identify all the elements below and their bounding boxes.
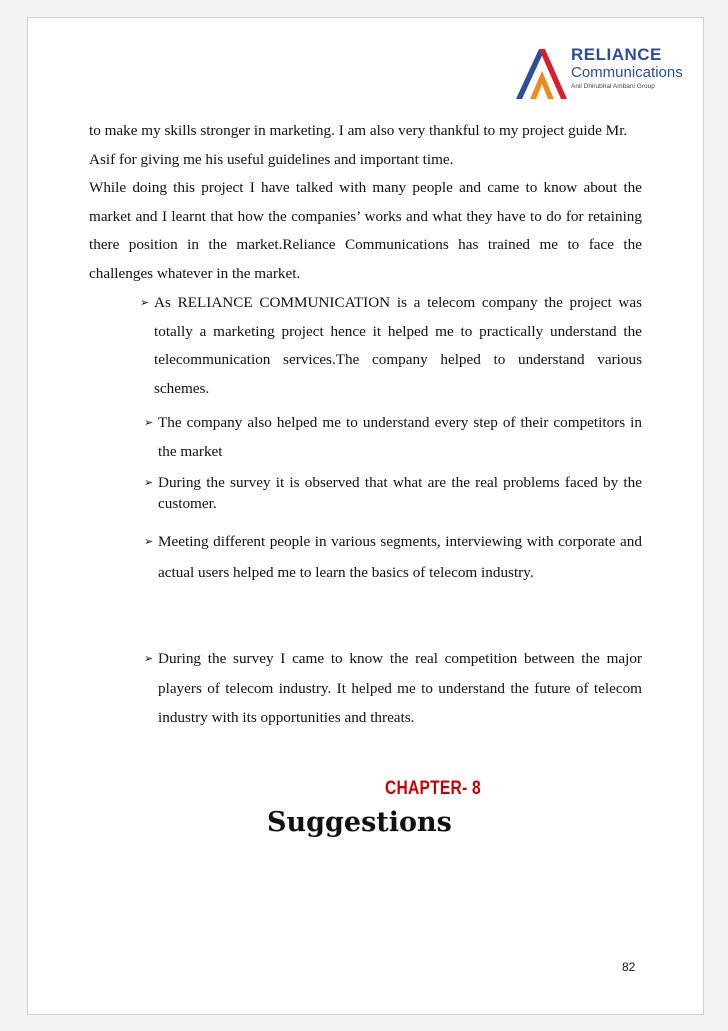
arrow-bullet-icon: ➢: [144, 476, 154, 489]
bullet-item: [140, 289, 642, 403]
section-heading: Suggestions: [267, 807, 452, 838]
bullet-item: [144, 526, 642, 588]
bullet-text: Meeting different people in various segments, interviewing with corporate and actual users helped me to learn the basics of telecom industry.: [158, 533, 642, 581]
logo-brand-text: RELIANCE: [571, 45, 662, 64]
arrow-bullet-icon: ➢: [144, 416, 154, 429]
bullet-item: [144, 472, 642, 514]
bullet-text: During the survey it is observed that what are the real problems faced by the customer.: [158, 474, 642, 512]
arrow-bullet-icon: ➢: [144, 652, 154, 665]
paragraph-market: While doing this project I have talked with many people and came to know about the market and I learnt that how the companies’ works and what they have to do for retaining there position in the market.Reliance Communications has trained me to face the challenges whatever in the market.: [89, 179, 642, 282]
paragraph-intro: to make my skills stronger in marketing. I am also very thankful to my project guide Mr. Asif for giving me his useful guidelines and important time.: [89, 122, 628, 168]
page-number: 82: [622, 960, 636, 974]
bullet-item: [144, 644, 642, 733]
bullet-text: As RELIANCE COMMUNICATION is a telecom company the project was totally a marketing project hence it helped me to practically understand the telecommunication services.The company helped to understand various schemes.: [154, 294, 642, 397]
bullet-item: [144, 409, 642, 466]
arrow-bullet-icon: ➢: [140, 296, 150, 309]
arrow-bullet-icon: ➢: [144, 535, 154, 548]
reliance-a-mark-icon: [513, 43, 569, 101]
logo-sub-text: Communications: [571, 64, 683, 81]
logo-group-text: Anil Dhirubhai Ambani Group: [571, 83, 655, 90]
document-page: [27, 17, 704, 1015]
chapter-label: CHAPTER- 8: [385, 778, 481, 799]
reliance-logo: [513, 43, 698, 105]
bullet-text: During the survey I came to know the real competition between the major players of telecom industry. It helped me to understand the future of telecom industry with its opportunities and threats.: [158, 650, 642, 726]
bullet-text: The company also helped me to understand every step of their competitors in the market: [158, 414, 642, 460]
